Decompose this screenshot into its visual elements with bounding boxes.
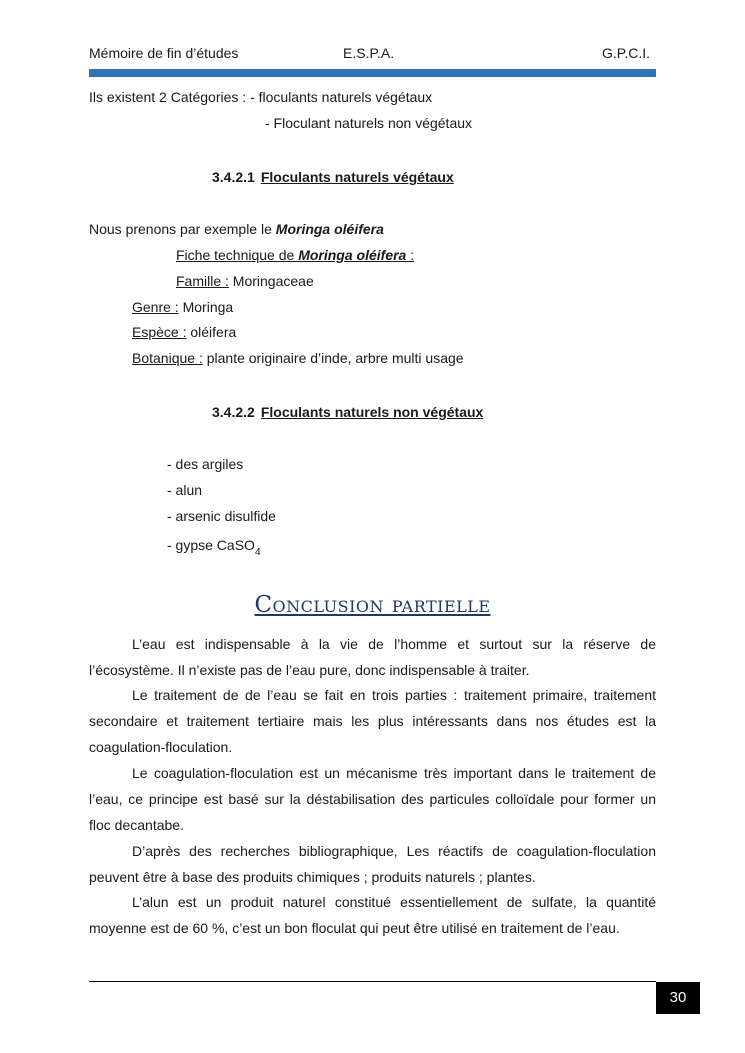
- famille-value: Moringaceae: [228, 273, 314, 289]
- conclusion-paragraph-4: D’après des recherches bibliographique, Les réactifs de coagulation-floculation peuvent être à base des produits chimiques ; produits naturels ; plantes.: [89, 843, 656, 885]
- conclusion-paragraph-3: Le coagulation-floculation est un mécanisme très important dans le traitement de l’eau, ce principe est basé sur la déstabilisation des particules colloïdale pour former un floc decantabe.: [89, 765, 656, 833]
- list-item: - des argiles: [167, 456, 244, 472]
- list-item-text: - gypse CaSO: [167, 537, 255, 553]
- categories-line-2: - Floculant naturels non végétaux: [265, 115, 473, 131]
- list-item: - arsenic disulfide: [167, 508, 276, 524]
- espece-value: oléifera: [186, 324, 237, 340]
- botanique-value: plante originaire d’inde, arbre multi usage: [202, 350, 464, 366]
- botanique-line: [132, 350, 464, 366]
- header-center: E.S.P.A.: [343, 45, 395, 61]
- section-number: 3.4.2.2: [212, 404, 255, 420]
- fiche-technique-line: [176, 247, 414, 263]
- fiche-suffix: :: [406, 247, 415, 263]
- list-item: - alun: [167, 482, 203, 498]
- section-heading-non-vegetal: [212, 404, 483, 420]
- page-number: 30: [656, 982, 700, 1014]
- header-right: G.P.C.I.: [602, 45, 650, 61]
- header-rule: [89, 69, 656, 77]
- plant-name: Moringa oléifera: [275, 221, 384, 237]
- example-prefix: Nous prenons par exemple le: [89, 221, 276, 237]
- genre-line: [132, 299, 233, 315]
- section-heading-vegetal: [212, 169, 454, 185]
- espece-label: Espèce :: [132, 324, 187, 340]
- fiche-prefix: Fiche technique de: [176, 247, 299, 263]
- famille-label: Famille :: [176, 273, 229, 289]
- botanique-label: Botanique :: [132, 350, 203, 366]
- famille-line: [176, 273, 314, 289]
- genre-value: Moringa: [178, 299, 234, 315]
- section-number: 3.4.2.1: [212, 169, 255, 185]
- conclusion-paragraph-1: L’eau est indispensable à la vie de l’homme et surtout sur la réserve de l’écosystème. Il n’existe pas de l’eau pure, donc indispensable à traiter.: [89, 636, 656, 678]
- section-title: Floculants naturels végétaux: [260, 169, 454, 185]
- genre-label: Genre :: [132, 299, 179, 315]
- example-line: [89, 221, 384, 237]
- footer-rule: [89, 981, 656, 982]
- conclusion-paragraph-5: L’alun est un produit naturel constitué essentiellement de sulfate, la quantité moyenne est de 60 %, c’est un bon floculat qui peut être utilisé en traitement de l’eau.: [89, 894, 656, 936]
- conclusion-paragraph-2: Le traitement de de l’eau se fait en trois parties : traitement primaire, traitement secondaire et traitement tertiaire mais les plus intéressants dans nos études est la coagulation-floculation.: [89, 687, 656, 755]
- subscript: 4: [254, 547, 261, 558]
- espece-line: [132, 324, 236, 340]
- fiche-plant: Moringa oléifera: [298, 247, 407, 263]
- section-title: Floculants naturels non végétaux: [260, 404, 484, 420]
- conclusion-title: Conclusion partielle: [254, 592, 491, 618]
- categories-line: Ils existent 2 Catégories : - floculants naturels végétaux: [89, 89, 433, 105]
- header-left: Mémoire de fin d’études: [89, 45, 239, 61]
- list-item: [167, 537, 261, 558]
